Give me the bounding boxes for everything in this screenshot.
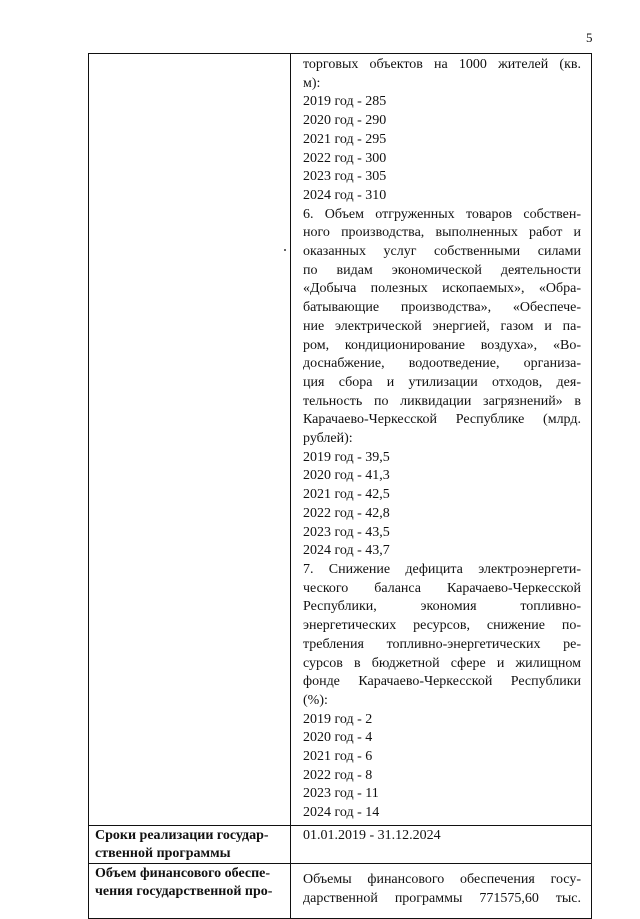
indicator-text-line: (%): xyxy=(303,692,328,708)
indicator-text-line: требления топливно-энергетических ре- xyxy=(303,636,581,652)
indicator-text-line: ного производства, выполненных работ и xyxy=(303,225,581,241)
funding-label-line: Объем финансового обеспе- xyxy=(95,865,271,881)
indicator-text-line: доснабжение, водоотведение, организа- xyxy=(303,356,581,372)
indicator-text-line: 2020 год - 4 xyxy=(303,730,373,746)
terms-value: 01.01.2019 - 31.12.2024 xyxy=(303,827,441,843)
indicator-text-line: 2020 год - 41,3 xyxy=(303,468,390,484)
indicator-text-line: батывающие производства», «Обеспече- xyxy=(303,300,581,316)
indicator-text-line: оказанных услуг собственными силами xyxy=(303,244,581,260)
indicator-text-line: рублей): xyxy=(303,431,353,447)
indicator-text-line: 6. Объем отгруженных товаров собствен- xyxy=(303,206,581,222)
indicator-text-line: 2021 год - 42,5 xyxy=(303,487,390,503)
funding-label-line: чения государственной про- xyxy=(95,883,273,899)
indicator-text-line: ром, кондиционирование воздуха», «Во- xyxy=(303,337,581,353)
indicator-text-line: Республики, экономия топливно- xyxy=(303,599,581,615)
indicator-text-line: энергетических ресурсов, снижение по- xyxy=(303,618,581,634)
indicator-text-line: 2022 год - 8 xyxy=(303,767,373,783)
indicator-text-line: 2023 год - 305 xyxy=(303,169,387,185)
indicator-text-line: по видам экономической деятельности xyxy=(303,262,581,278)
empty-label-cell xyxy=(89,54,291,826)
table-row-terms xyxy=(89,825,592,863)
indicator-text-line: 2020 год - 290 xyxy=(303,113,387,129)
terms-label-cell xyxy=(89,825,291,863)
indicator-text-line: 2024 год - 14 xyxy=(303,805,380,821)
terms-label-line: Сроки реализации государ- xyxy=(95,827,269,843)
terms-label-line: ственной программы xyxy=(95,845,231,861)
terms-value-cell xyxy=(291,825,592,863)
funding-value-line: дарственной программы 771575,60 тыс. xyxy=(303,890,581,906)
page-number: 5 xyxy=(586,30,593,45)
indicator-text-line: 2019 год - 39,5 xyxy=(303,449,390,465)
indicator-text-line: 2019 год - 2 xyxy=(303,711,373,727)
indicator-text-line: 2024 год - 43,7 xyxy=(303,543,390,559)
table-row-funding xyxy=(89,863,592,918)
indicator-text-line: 2023 год - 43,5 xyxy=(303,524,390,540)
indicator-text-line: 2023 год - 11 xyxy=(303,786,379,802)
indicator-text-line: «Добыча полезных ископаемых», «Обра- xyxy=(303,281,581,297)
indicator-text-line: 2024 год - 310 xyxy=(303,187,387,203)
indicator-text-line: ция сбора и утилизации отходов, дея- xyxy=(303,374,581,390)
indicator-text-line: ческого баланса Карачаево-Черкесской xyxy=(303,580,581,596)
indicator-text-line: фонде Карачаево-Черкесской Республики xyxy=(303,674,581,690)
indicator-text-line: торговых объектов на 1000 жителей (кв. xyxy=(303,57,581,72)
indicator-text-line: 2021 год - 6 xyxy=(303,749,373,765)
indicator-text-line: Карачаево-Черкесской Республике (млрд. xyxy=(303,412,581,428)
indicator-text-line: сурсов в бюджетной сфере и жилищном xyxy=(303,655,581,671)
indicator-text-line: 7. Снижение дефицита электроэнергети- xyxy=(303,561,581,577)
table-row-indicators xyxy=(89,54,592,826)
passport-table xyxy=(88,53,592,919)
funding-value-line: Объемы финансового обеспечения госу- xyxy=(303,871,581,887)
indicators-cell xyxy=(291,54,592,826)
indicator-text-line: 2022 год - 300 xyxy=(303,150,387,166)
indicator-text-line: 2019 год - 285 xyxy=(303,94,387,110)
indicator-text-line: тельность по ликвидации загрязнений» в xyxy=(303,393,581,409)
funding-label-cell xyxy=(89,863,291,918)
indicator-text-line: м): xyxy=(303,75,321,91)
indicator-text-line: 2022 год - 42,8 xyxy=(303,505,390,521)
funding-value-cell xyxy=(291,863,592,918)
indicator-text-line: ние электрической энергией, газом и па- xyxy=(303,318,581,334)
indicator-text-line: 2021 год - 295 xyxy=(303,131,387,147)
